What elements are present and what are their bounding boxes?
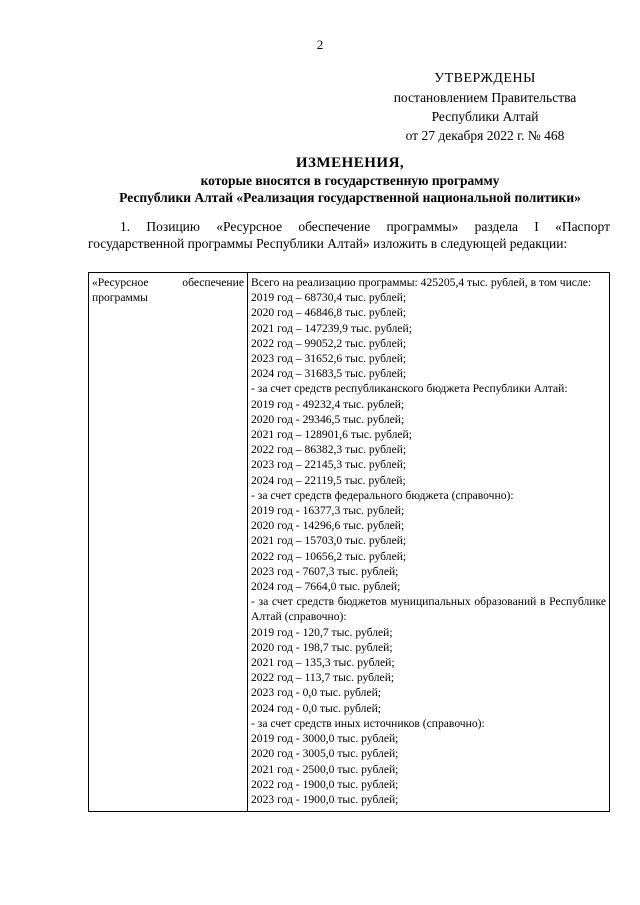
year-line: 2021 год – 128901,6 тыс. рублей; [251,428,412,442]
total-years-list [251,290,606,381]
total-text: Всего на реализацию программы: 425205,4 тыс. рублей, в том числе: [251,276,592,289]
other-years-list [251,731,606,807]
resource-table [88,272,610,812]
year-line: 2020 год - 3005,0 тыс. рублей; [251,747,399,761]
year-line: 2023 год - 0,0 тыс. рублей; [251,686,382,700]
year-line: 2020 год – 46846,8 тыс. рублей; [251,306,407,320]
year-line: 2023 год - 1900,0 тыс. рублей; [251,792,399,806]
federal-years-list [251,503,606,594]
year-line: 2022 год – 99052,2 тыс. рублей; [251,336,407,350]
content-cell [248,273,610,812]
title-line-3: Республики Алтай «Реализация государственной национальной политики» [119,190,581,205]
year-line: 2024 год – 7664,0 тыс. рублей; [251,580,401,594]
approval-line-1: постановлением Правительства [393,90,577,105]
title-line-1: ИЗМЕНЕНИЯ, [295,155,405,171]
municipal-years-list [251,625,606,716]
year-line: 2021 год - 2500,0 тыс. рублей; [251,762,399,776]
year-line: 2022 год - 1900,0 тыс. рублей; [251,777,399,791]
title-line-2: которые вносятся в государственную программу [200,173,500,188]
approval-heading: УТВЕРЖДЕНЫ [434,71,536,86]
year-line: 2023 год – 31652,6 тыс. рублей; [251,352,407,366]
approval-line-3: от 27 декабря 2022 г. № 468 [405,128,565,143]
year-line: 2024 год – 31683,5 тыс. рублей; [251,367,407,381]
year-line: 2019 год - 3000,0 тыс. рублей; [251,732,399,746]
intro-paragraph: 1. Позицию «Ресурсное обеспечение программы» раздела I «Паспорт государственной программы Республики Алтай» изложить в следующей редакции: [88,219,610,251]
year-line: 2019 год - 49232,4 тыс. рублей; [251,397,405,411]
year-line: 2023 год - 7607,3 тыс. рублей; [251,564,399,578]
approval-line-2: Республики Алтай [431,109,539,124]
page-number: 2 [316,37,324,52]
label-cell: «Ресурсное обеспечение программы [89,273,248,812]
year-line: 2020 год - 198,7 тыс. рублей; [251,640,393,654]
year-line: 2020 год - 14296,6 тыс. рублей; [251,519,405,533]
table-row [89,273,610,812]
year-line: 2022 год – 113,7 тыс. рублей; [251,671,395,685]
year-line: 2024 год – 22119,5 тыс. рублей; [251,473,406,487]
year-line: 2024 год - 0,0 тыс. рублей; [251,701,382,715]
year-line: 2021 год – 15703,0 тыс. рублей; [251,534,407,548]
municipal-heading: - за счет средств бюджетов муниципальных образований в Республике Алтай (справочно): [251,595,606,624]
year-line: 2020 год - 29346,5 тыс. рублей; [251,412,405,426]
year-line: 2019 год - 16377,3 тыс. рублей; [251,504,405,518]
year-line: 2022 год – 86382,3 тыс. рублей; [251,443,407,457]
regional-heading: - за счет средств республиканского бюджета Республики Алтай: [251,382,568,396]
year-line: 2021 год – 147239,9 тыс. рублей; [251,321,412,335]
year-line: 2019 год – 68730,4 тыс. рублей; [251,291,407,305]
year-line: 2022 год – 10656,2 тыс. рублей; [251,549,407,563]
other-heading: - за счет средств иных источников (справочно): [251,716,485,730]
year-line: 2019 год - 120,7 тыс. рублей; [251,625,393,639]
regional-years-list [251,397,606,488]
year-line: 2021 год – 135,3 тыс. рублей; [251,656,395,670]
document-title [60,155,640,206]
federal-heading: - за счет средств федерального бюджета (справочно): [251,488,514,502]
year-line: 2023 год – 22145,3 тыс. рублей; [251,458,407,472]
approval-block [360,69,610,145]
